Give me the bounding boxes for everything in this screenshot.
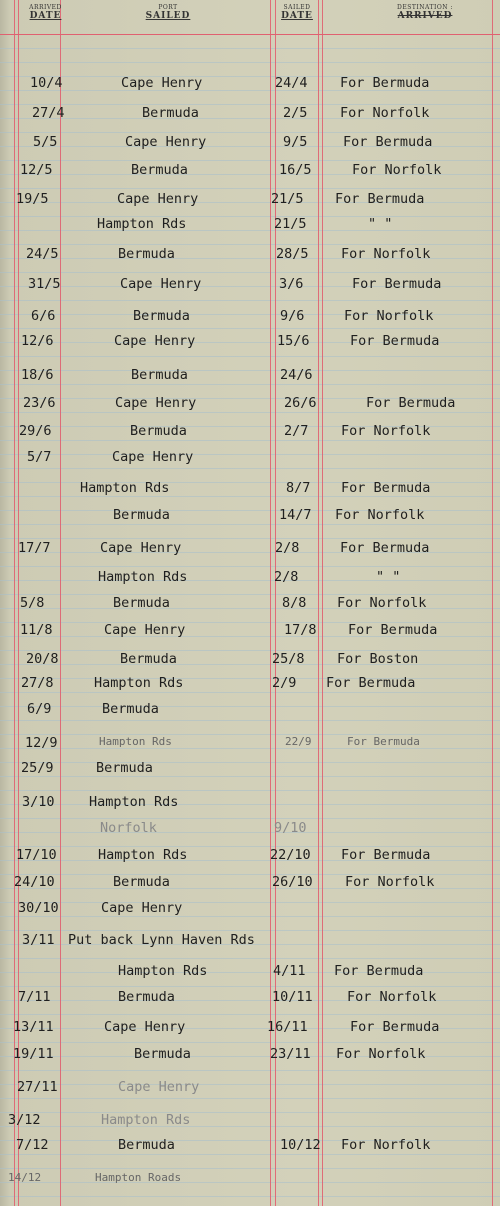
- ruled-line: [0, 664, 500, 665]
- column-rule: [60, 0, 61, 1206]
- entry-sailed: 9/5: [283, 134, 308, 150]
- header-arrived-big: DATE: [29, 11, 62, 21]
- ruled-line: [0, 692, 500, 693]
- ruled-line: [0, 62, 500, 63]
- ruled-line: [0, 48, 500, 49]
- entry-port: Bermuda: [133, 308, 190, 324]
- ruled-line: [0, 272, 500, 273]
- entry-port: Cape Henry: [112, 449, 194, 465]
- ruled-line: [0, 566, 500, 567]
- ruled-line: [0, 440, 500, 441]
- entry-sailed: 22/10: [270, 847, 311, 863]
- ruled-line: [0, 510, 500, 511]
- entry-dest: For Bermuda: [326, 675, 416, 691]
- ruled-line: [0, 650, 500, 651]
- entry-arrived: 3/10: [22, 794, 55, 810]
- entry-dest: For Bermuda: [350, 333, 440, 349]
- ruled-line: [0, 202, 500, 203]
- entry-dest: For Bermuda: [335, 191, 425, 207]
- entry-port: Cape Henry: [117, 191, 199, 207]
- entry-dest: For Boston: [337, 651, 419, 667]
- entry-dest: For Norfolk: [335, 507, 425, 523]
- header-arrived-small: ARRIVED: [29, 4, 62, 11]
- ruled-line: [0, 188, 500, 189]
- ruled-line: [0, 244, 500, 245]
- entry-sailed: 26/10: [272, 874, 313, 890]
- entry-dest: For Bermuda: [350, 1019, 440, 1035]
- ruled-line: [0, 1042, 500, 1043]
- ruled-line: [0, 720, 500, 721]
- ruled-line: [0, 790, 500, 791]
- ruled-line: [0, 734, 500, 735]
- entry-dest: For Bermuda: [340, 75, 430, 91]
- entry-sailed: 9/6: [280, 308, 305, 324]
- entry-port: Cape Henry: [120, 276, 202, 292]
- entry-port: Bermuda: [134, 1046, 191, 1062]
- entry-sailed: 4/11: [273, 963, 306, 979]
- column-rule: [322, 0, 323, 1206]
- entry-sailed: 10/12: [280, 1137, 321, 1153]
- entry-dest: For Bermuda: [352, 276, 442, 292]
- entry-arrived: 7/12: [16, 1137, 49, 1153]
- ruled-line: [0, 678, 500, 679]
- entry-arrived: 20/8: [26, 651, 59, 667]
- entry-sailed: 16/5: [279, 162, 312, 178]
- entry-dest: For Bermuda: [347, 735, 420, 748]
- entry-arrived: 5/7: [27, 449, 52, 465]
- entry-port: Bermuda: [131, 162, 188, 178]
- entry-arrived: 12/9: [25, 735, 58, 751]
- ruled-line: [0, 1126, 500, 1127]
- ruled-line: [0, 216, 500, 217]
- header-sailed-big: DATE: [281, 11, 313, 21]
- ruled-line: [0, 356, 500, 357]
- ruled-line: [0, 1196, 500, 1197]
- ruled-line: [0, 538, 500, 539]
- entry-dest: " ": [376, 569, 401, 585]
- entry-sailed: 16/11: [267, 1019, 308, 1035]
- entry-port: Hampton Rds: [80, 480, 170, 496]
- entry-dest: For Bermuda: [366, 395, 456, 411]
- entry-port: Bermuda: [130, 423, 187, 439]
- entry-arrived: 6/9: [27, 701, 52, 717]
- entry-port: Bermuda: [113, 595, 170, 611]
- entry-arrived: 3/11: [22, 932, 55, 948]
- entry-sailed: 2/8: [274, 569, 299, 585]
- ruled-line: [0, 804, 500, 805]
- ruled-line: [0, 328, 500, 329]
- entry-port: Bermuda: [113, 507, 170, 523]
- entry-port: Cape Henry: [115, 395, 197, 411]
- entry-arrived: 3/12: [8, 1112, 41, 1128]
- entry-sailed: 2/9: [272, 675, 297, 691]
- entry-dest: " ": [368, 216, 393, 232]
- header-sailed-small: SAILED: [283, 4, 311, 11]
- ruled-line: [0, 132, 500, 133]
- entry-arrived: 30/10: [18, 900, 59, 916]
- entry-dest: For Norfolk: [341, 423, 431, 439]
- entry-port: Cape Henry: [118, 1079, 200, 1095]
- ruled-line: [0, 160, 500, 161]
- entry-port: Cape Henry: [100, 540, 182, 556]
- entry-arrived: 25/9: [21, 760, 54, 776]
- entry-arrived: 12/6: [21, 333, 54, 349]
- entry-sailed: 3/6: [279, 276, 304, 292]
- entry-arrived: 31/5: [28, 276, 61, 292]
- entry-arrived: 12/5: [20, 162, 53, 178]
- ruled-line: [0, 1154, 500, 1155]
- entry-port: Hampton Roads: [95, 1171, 182, 1184]
- entry-sailed: 25/8: [272, 651, 305, 667]
- entry-port: Cape Henry: [101, 900, 183, 916]
- entry-dest: For Norfolk: [341, 246, 431, 262]
- entry-port: Hampton Rds: [89, 794, 179, 810]
- ruled-line: [0, 748, 500, 749]
- ruled-line: [0, 496, 500, 497]
- entry-arrived: 27/11: [17, 1079, 58, 1095]
- entry-port: Hampton Rds: [94, 675, 184, 691]
- entry-sailed: 26/6: [284, 395, 317, 411]
- entry-sailed: 10/11: [272, 989, 313, 1005]
- entry-sailed: 24/6: [280, 367, 313, 383]
- entry-port: Bermuda: [120, 651, 177, 667]
- entry-port: Cape Henry: [104, 1019, 186, 1035]
- entry-arrived: 27/8: [21, 675, 54, 691]
- entry-sailed: 14/7: [279, 507, 312, 523]
- ruled-line: [0, 972, 500, 973]
- entry-dest: For Bermuda: [340, 540, 430, 556]
- entry-sailed: 2/8: [275, 540, 300, 556]
- entry-arrived: 17/7: [18, 540, 51, 556]
- entry-port: Bermuda: [142, 105, 199, 121]
- entry-port: Hampton Rds: [99, 735, 172, 748]
- entry-sailed: 28/5: [276, 246, 309, 262]
- entry-sailed: 8/8: [282, 595, 307, 611]
- ruled-line: [0, 1070, 500, 1071]
- entry-port: Cape Henry: [104, 622, 186, 638]
- ruled-line: [0, 1168, 500, 1169]
- ruled-line: [0, 300, 500, 301]
- entry-dest: For Norfolk: [340, 105, 430, 121]
- entry-port: Bermuda: [131, 367, 188, 383]
- entry-arrived: 27/4: [32, 105, 65, 121]
- entry-port: Hampton Rds: [118, 963, 208, 979]
- entry-sailed: 8/7: [286, 480, 311, 496]
- entry-port: Bermuda: [102, 701, 159, 717]
- ruled-line: [0, 986, 500, 987]
- entry-arrived: 6/6: [31, 308, 56, 324]
- entry-arrived: 5/8: [20, 595, 45, 611]
- ruled-line: [0, 1112, 500, 1113]
- ruled-line: [0, 902, 500, 903]
- ruled-line: [0, 454, 500, 455]
- entry-sailed: 2/7: [284, 423, 309, 439]
- entry-sailed: 24/4: [275, 75, 308, 91]
- entry-arrived: 17/10: [16, 847, 57, 863]
- entry-arrived: 11/8: [20, 622, 53, 638]
- ruled-line: [0, 1084, 500, 1085]
- ruled-line: [0, 706, 500, 707]
- ruled-line: [0, 958, 500, 959]
- ruled-line: [0, 1098, 500, 1099]
- column-rule: [318, 0, 319, 1206]
- entry-dest: For Norfolk: [337, 595, 427, 611]
- entry-arrived: 19/5: [16, 191, 49, 207]
- entry-sailed: 21/5: [274, 216, 307, 232]
- entry-port: Hampton Rds: [98, 569, 188, 585]
- entry-sailed: 9/10: [274, 820, 307, 836]
- entry-sailed: 22/9: [285, 735, 312, 748]
- entry-sailed: 23/11: [270, 1046, 311, 1062]
- entry-dest: For Norfolk: [341, 1137, 431, 1153]
- entry-arrived: 29/6: [19, 423, 52, 439]
- entry-port: Bermuda: [96, 760, 153, 776]
- entry-port: Bermuda: [118, 989, 175, 1005]
- entry-port: Norfolk: [100, 820, 157, 836]
- entry-arrived: 10/4: [30, 75, 63, 91]
- ruled-line: [0, 1014, 500, 1015]
- ruled-line: [0, 832, 500, 833]
- header-port: [128, 4, 208, 21]
- ruled-line: [0, 384, 500, 385]
- entry-port: Cape Henry: [125, 134, 207, 150]
- header-port-big: SAILED: [145, 11, 191, 21]
- entry-dest: For Norfolk: [344, 308, 434, 324]
- entry-port: Cape Henry: [121, 75, 203, 91]
- ruled-line: [0, 370, 500, 371]
- header-rule: [0, 34, 500, 35]
- header-destination: [370, 4, 480, 21]
- entry-port: Hampton Rds: [98, 847, 188, 863]
- ruled-line: [0, 580, 500, 581]
- entry-arrived: 13/11: [13, 1019, 54, 1035]
- entry-arrived: 24/5: [26, 246, 59, 262]
- ruled-line: [0, 524, 500, 525]
- entry-arrived: 19/11: [13, 1046, 54, 1062]
- entry-dest: For Norfolk: [336, 1046, 426, 1062]
- entry-arrived: 18/6: [21, 367, 54, 383]
- entry-port: Put back Lynn Haven Rds: [68, 932, 255, 948]
- header-port-small: PORT: [158, 4, 178, 11]
- entry-port: Bermuda: [113, 874, 170, 890]
- header-dest-big: ARRIVED: [397, 11, 453, 21]
- entry-sailed: 2/5: [283, 105, 308, 121]
- entry-port: Bermuda: [118, 246, 175, 262]
- header-sailed-date: [272, 4, 322, 21]
- ruled-line: [0, 776, 500, 777]
- column-rule: [492, 0, 493, 1206]
- entry-dest: For Bermuda: [341, 847, 431, 863]
- ruled-line: [0, 412, 500, 413]
- entry-port: Hampton Rds: [97, 216, 187, 232]
- ruled-line: [0, 930, 500, 931]
- entry-arrived: 14/12: [8, 1171, 42, 1184]
- header-dest-small: DESTINATION :: [397, 4, 453, 11]
- entry-dest: For Bermuda: [348, 622, 438, 638]
- entry-sailed: 21/5: [271, 191, 304, 207]
- entry-arrived: 24/10: [14, 874, 55, 890]
- entry-arrived: 23/6: [23, 395, 56, 411]
- ruled-line: [0, 916, 500, 917]
- ruled-line: [0, 818, 500, 819]
- ruled-line: [0, 1182, 500, 1183]
- entry-sailed: 15/6: [277, 333, 310, 349]
- ruled-line: [0, 468, 500, 469]
- ruled-line: [0, 230, 500, 231]
- entry-dest: For Bermuda: [343, 134, 433, 150]
- entry-dest: For Norfolk: [345, 874, 435, 890]
- entry-dest: For Norfolk: [352, 162, 442, 178]
- ruled-line: [0, 762, 500, 763]
- entry-port: Cape Henry: [114, 333, 196, 349]
- entry-dest: For Bermuda: [341, 480, 431, 496]
- entry-dest: For Bermuda: [334, 963, 424, 979]
- entry-arrived: 7/11: [18, 989, 51, 1005]
- entry-arrived: 5/5: [33, 134, 58, 150]
- entry-port: Hampton Rds: [101, 1112, 191, 1128]
- header-arrived-date: [18, 4, 73, 21]
- entry-port: Bermuda: [118, 1137, 175, 1153]
- entry-dest: For Norfolk: [347, 989, 437, 1005]
- entry-sailed: 17/8: [284, 622, 317, 638]
